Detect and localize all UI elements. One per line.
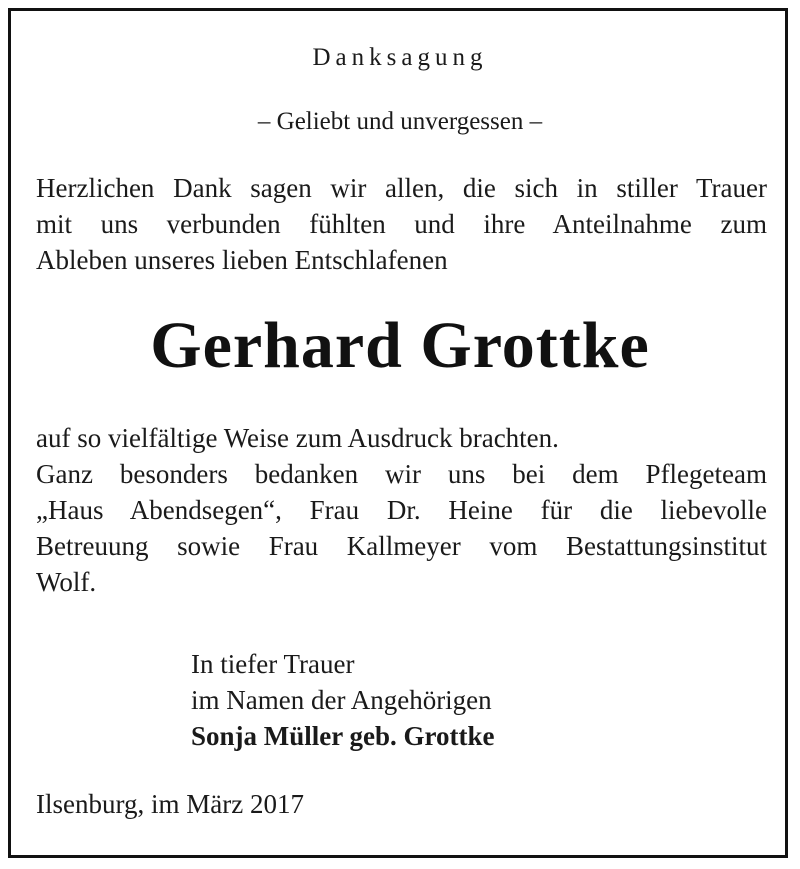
intro-line-3: Ableben unseres lieben Entschlafenen (36, 245, 448, 275)
body-line-4: Betreuung sowie Frau Kallmeyer vom Bestattungsinstitut (36, 531, 767, 561)
signature-line-2: im Namen der Angehörigen (191, 685, 492, 715)
deceased-name: Gerhard Grottke (150, 309, 650, 382)
place-date: Ilsenburg, im März 2017 (36, 789, 304, 819)
intro-line-1: Herzlichen Dank sagen wir allen, die sich in stiller Trauer (36, 173, 767, 203)
notice-subtitle: – Geliebt und unvergessen – (257, 108, 543, 135)
body-line-5: Wolf. (36, 567, 97, 597)
signer-name: Sonja Müller geb. Grottke (191, 721, 495, 751)
intro-line-2: mit uns verbunden fühlten und ihre Anteilnahme zum (36, 209, 767, 239)
body-line-3: „Haus Abendsegen“, Frau Dr. Heine für die liebevolle (36, 495, 767, 525)
notice-heading: Danksagung (312, 44, 488, 71)
body-line-2: Ganz besonders bedanken wir uns bei dem Pflegeteam (36, 459, 767, 489)
body-line-1: auf so vielfältige Weise zum Ausdruck brachten. (36, 423, 559, 453)
signature-line-1: In tiefer Trauer (191, 649, 355, 679)
